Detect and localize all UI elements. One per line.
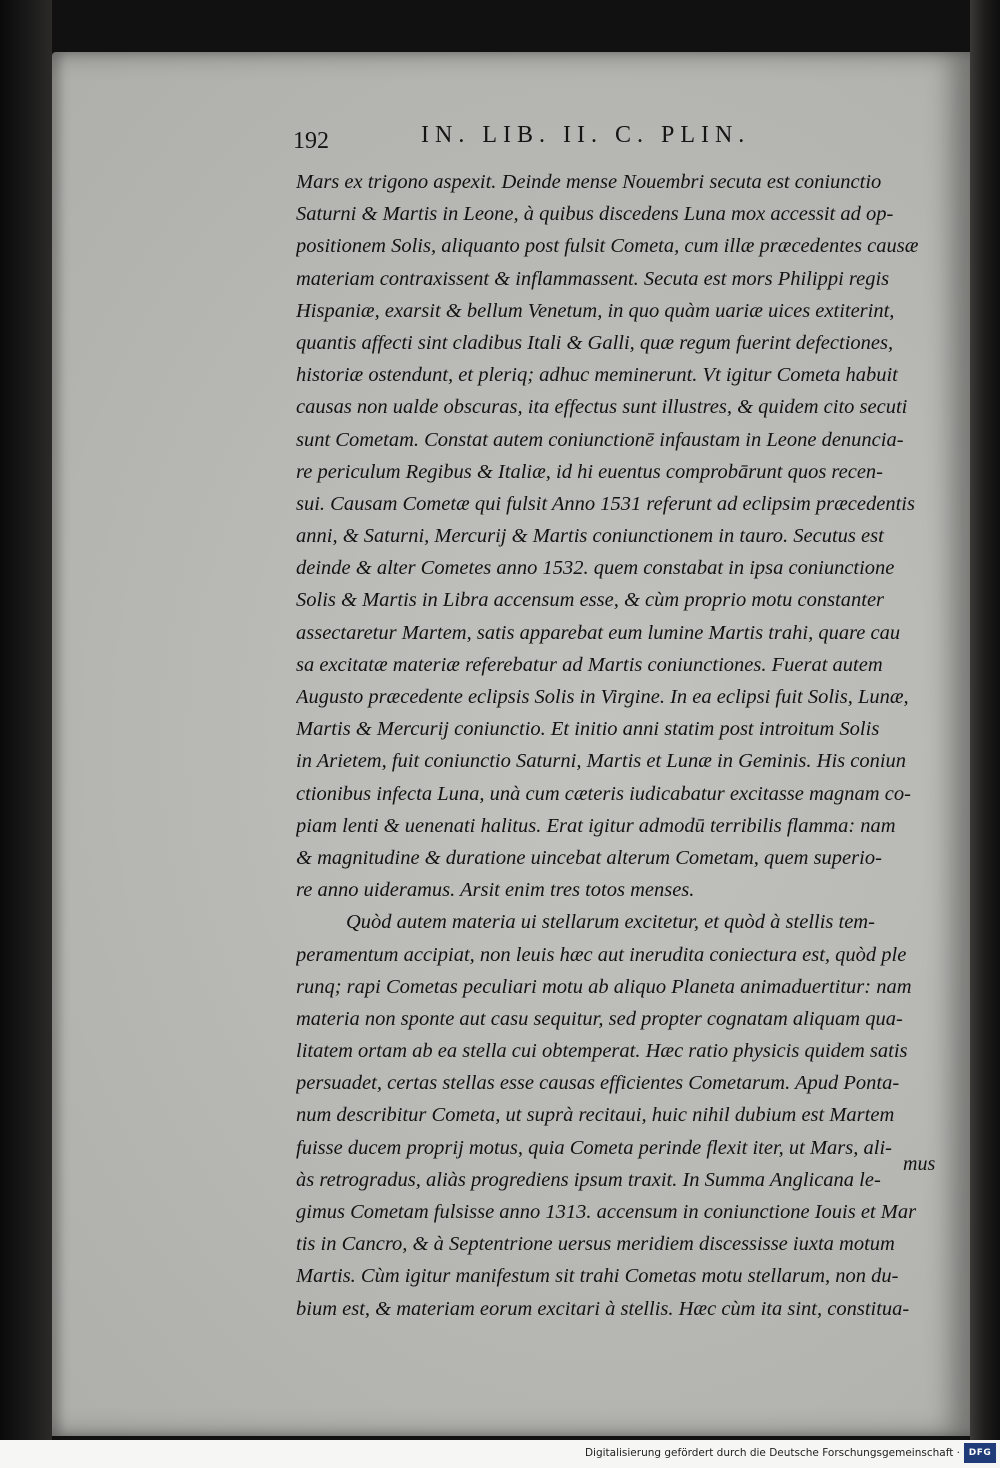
footer-bar	[0, 1440, 1000, 1468]
right-page-edge	[970, 0, 1000, 1440]
text-line: runq; rapi Cometas peculiari motu ab aliquo Planeta animaduertitur: nam	[296, 975, 912, 998]
text-line: fuisse ducem proprij motus, quia Cometa perinde flexit iter, ut Mars, ali-	[296, 1136, 892, 1159]
catchword: mus	[903, 1153, 936, 1175]
text-line: num describitur Cometa, ut suprà recitaui, huic nihil dubium est Martem	[296, 1104, 895, 1127]
text-line: litatem ortam ab ea stella cui obtemperat. Hæc ratio physicis quidem satis	[296, 1040, 908, 1063]
text-line: re periculum Regibus & Italiæ, id hi euentus comprobārunt quos recen-	[296, 460, 884, 483]
text-line: sui. Causam Cometæ qui fulsit Anno 1531 referunt ad eclipsim præcedentis	[296, 492, 915, 515]
dfg-logo-icon: DFG	[964, 1443, 996, 1463]
text-line: sunt Cometam. Constat autem coniunctionē infaustam in Leone denuncia-	[296, 428, 904, 451]
text-line: ctionibus infecta Luna, unà cum cæteris iudicabatur excitasse magnam co-	[296, 782, 911, 805]
body-text	[296, 166, 961, 1325]
text-line: assectaretur Martem, satis apparebat eum lumine Martis trahi, quare cau	[296, 621, 901, 644]
text-line: peramentum accipiat, non leuis hæc aut inerudita coniectura est, quòd ple	[296, 943, 907, 966]
text-line: bium est, & materiam eorum excitari à stellis. Hæc cùm ita sint, constitua-	[296, 1297, 910, 1320]
text-line: Martis. Cùm igitur manifestum sit trahi Cometas motu stellarum, non du-	[296, 1265, 899, 1288]
running-head-title: IN. LIB. II. C. PLIN.	[421, 122, 751, 148]
text-line: positionem Solis, aliquanto post fulsit Cometa, cum illæ præcedentes causæ	[296, 235, 919, 258]
text-line: tis in Cancro, & à Septentrione uersus meridiem discessisse iuxta motum	[296, 1233, 895, 1256]
text-line: Augusto præcedente eclipsis Solis in Virgine. In ea eclipsi fuit Solis, Lunæ,	[296, 686, 909, 708]
text-line: historiæ ostendunt, et pleriq; adhuc meminerunt. Vt igitur Cometa habuit	[296, 364, 898, 387]
text-line: Saturni & Martis in Leone, à quibus discedens Luna mox accessit ad op-	[296, 203, 894, 226]
text-line: deinde & alter Cometes anno 1532. quem constabat in ipsa coniunctione	[296, 557, 895, 580]
text-line: Hispaniæ, exarsit & bellum Venetum, in quo quàm uariæ uices extiterint,	[296, 299, 895, 322]
funding-credit: Digitalisierung gefördert durch die Deutsche Forschungsgemeinschaft ·	[584, 1447, 960, 1459]
text-line: Martis & Mercurij coniunctio. Et initio anni statim post introitum Solis	[296, 718, 880, 741]
text-line: re anno uideramus. Arsit enim tres totos menses.	[296, 879, 695, 902]
text-line: materiam contraxissent & inflammassent. Secuta est mors Philippi regis	[296, 267, 890, 290]
running-head	[293, 122, 793, 158]
text-line: materia non sponte aut casu sequitur, sed propter cognatam aliquam qua-	[296, 1007, 903, 1030]
text-line: sa excitatæ materiæ referebatur ad Martis coniunctiones. Fuerat autem	[296, 653, 883, 676]
text-line: às retrogradus, aliàs progrediens ipsum traxit. In Summa Anglicana le-	[296, 1168, 881, 1191]
text-line: causas non ualde obscuras, ita effectus sunt illustres, & quidem cito secuti	[296, 396, 908, 419]
text-line: persuadet, certas stellas esse causas efficientes Cometarum. Apud Ponta-	[296, 1072, 900, 1095]
page-number: 192	[293, 128, 329, 154]
text-line: anni, & Saturni, Mercurij & Martis coniunctionem in tauro. Secutus est	[296, 525, 884, 548]
text-line: piam lenti & uenenati halitus. Erat igitur admodū terribilis flamma: nam	[296, 814, 896, 837]
text-line: in Arietem, fuit coniunctio Saturni, Martis et Lunæ in Geminis. His coniun	[296, 750, 907, 773]
text-line: Mars ex trigono aspexit. Deinde mense Nouembri secuta est coniunctio	[296, 171, 882, 193]
paragraph-start-line: Quòd autem materia ui stellarum excitetur, et quòd à stellis tem-	[346, 911, 875, 934]
text-line: quantis affecti sint cladibus Itali & Galli, quæ regum fuerint defectiones,	[296, 331, 894, 354]
left-page-edge	[0, 0, 52, 1440]
text-line: & magnitudine & duratione uincebat alterum Cometam, quem superio-	[296, 846, 882, 869]
text-line: Solis & Martis in Libra accensum esse, & cùm proprio motu constanter	[296, 589, 885, 612]
text-line: gimus Cometam fulsisse anno 1313. accensum in coniunctione Iouis et Mar	[296, 1201, 917, 1223]
